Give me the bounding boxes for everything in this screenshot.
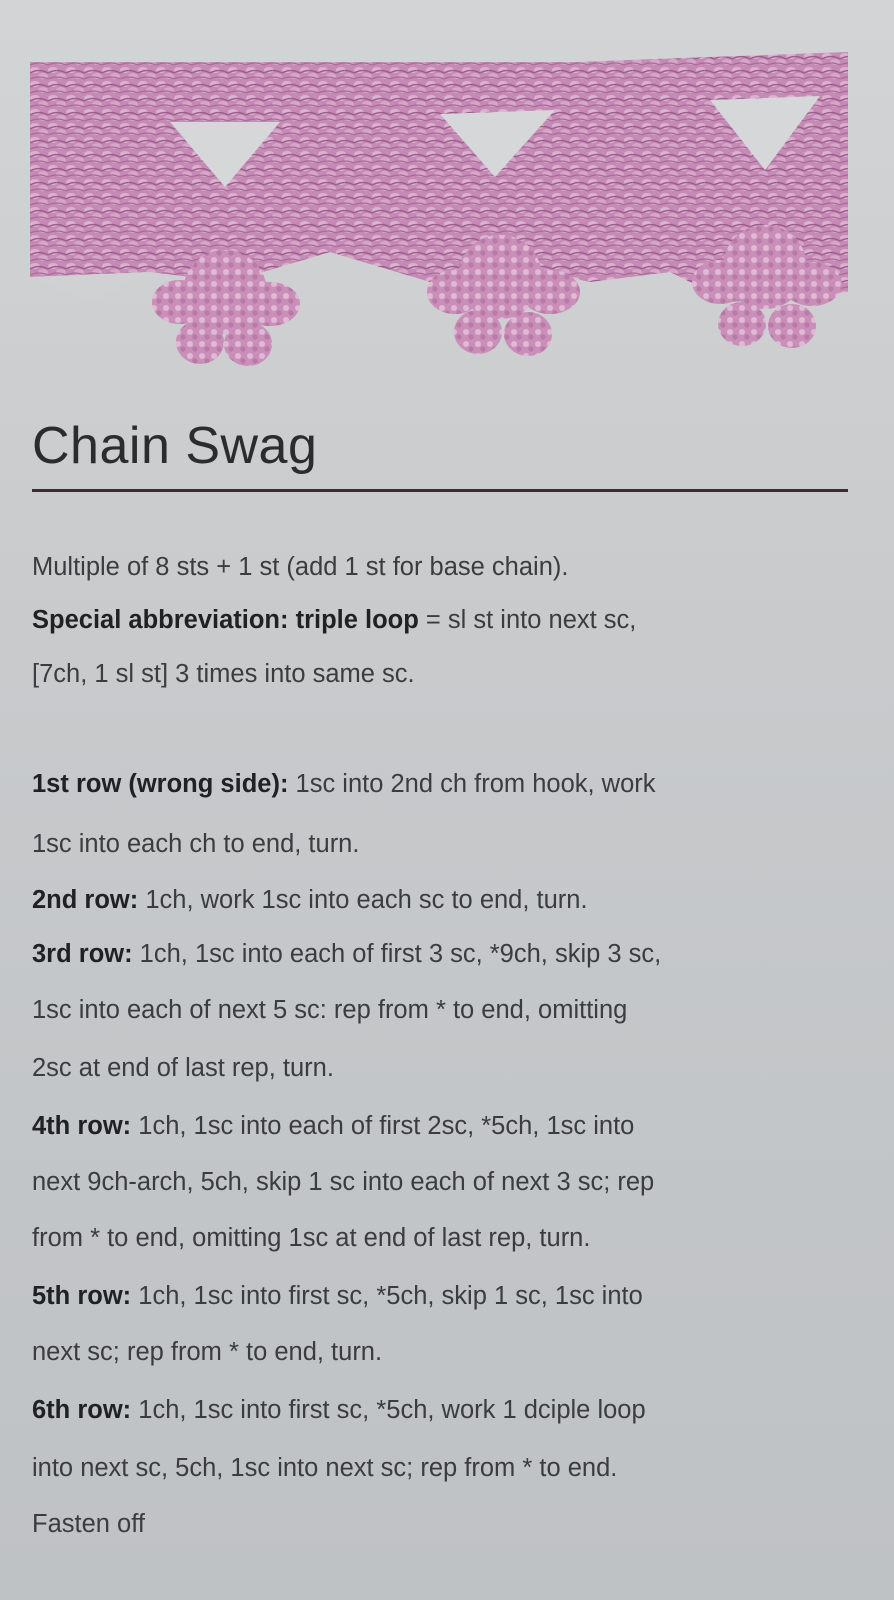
row-5-line-1 [32, 1284, 643, 1310]
title-divider [32, 489, 848, 492]
special-abbreviation-line [32, 608, 636, 634]
row-2-line-1 [32, 888, 588, 914]
row-3-label: 3rd row: [32, 940, 133, 968]
row-6-line-2: into next sc, 5ch, 1sc into next sc; rep from * to end. [32, 1454, 618, 1482]
pattern-title: Chain Swag [32, 417, 318, 475]
row-3-text: 1ch, 1sc into each of first 3 sc, *9ch, skip 3 sc, [132, 940, 662, 968]
row-1-line-2: 1sc into each ch to end, turn. [32, 830, 360, 858]
row-2-text: 1ch, work 1sc into each sc to end, turn. [138, 886, 588, 914]
row-1-label: 1st row (wrong side): [32, 770, 289, 798]
special-abbreviation-text: = sl st into next sc, [418, 606, 637, 634]
intro-line: Multiple of 8 sts + 1 st (add 1 st for base chain). [32, 553, 569, 581]
row-5-text: 1ch, 1sc into first sc, *5ch, skip 1 sc, 1sc into [131, 1282, 643, 1310]
row-1-line-1 [32, 772, 656, 798]
row-6-text: 1ch, 1sc into first sc, *5ch, work 1 dciple loop [131, 1396, 646, 1424]
row-3-line-1 [32, 942, 661, 968]
row-3-line-3: 2sc at end of last rep, turn. [32, 1054, 334, 1082]
crochet-swatch-photo [30, 52, 848, 370]
row-6-label: 6th row: [32, 1396, 132, 1424]
row-6-line-3: Fasten off [32, 1510, 145, 1538]
special-abbreviation-label: Special abbreviation: triple loop [32, 606, 419, 634]
row-4-label: 4th row: [32, 1112, 132, 1140]
row-4-text: 1ch, 1sc into each of first 2sc, *5ch, 1sc into [131, 1112, 635, 1140]
row-2-label: 2nd row: [32, 886, 139, 914]
row-5-label: 5th row: [32, 1282, 132, 1310]
row-3-line-2: 1sc into each of next 5 sc: rep from * to end, omitting [32, 996, 628, 1024]
row-4-line-1 [32, 1114, 634, 1140]
special-abbreviation-line-2: [7ch, 1 sl st] 3 times into same sc. [32, 660, 415, 688]
row-5-line-2: next sc; rep from * to end, turn. [32, 1338, 383, 1366]
row-4-line-3: from * to end, omitting 1sc at end of last rep, turn. [32, 1224, 591, 1252]
row-4-line-2: next 9ch-arch, 5ch, skip 1 sc into each of next 3 sc; rep [32, 1168, 655, 1196]
row-6-line-1 [32, 1398, 646, 1424]
row-1-text: 1sc into 2nd ch from hook, work [288, 770, 656, 798]
